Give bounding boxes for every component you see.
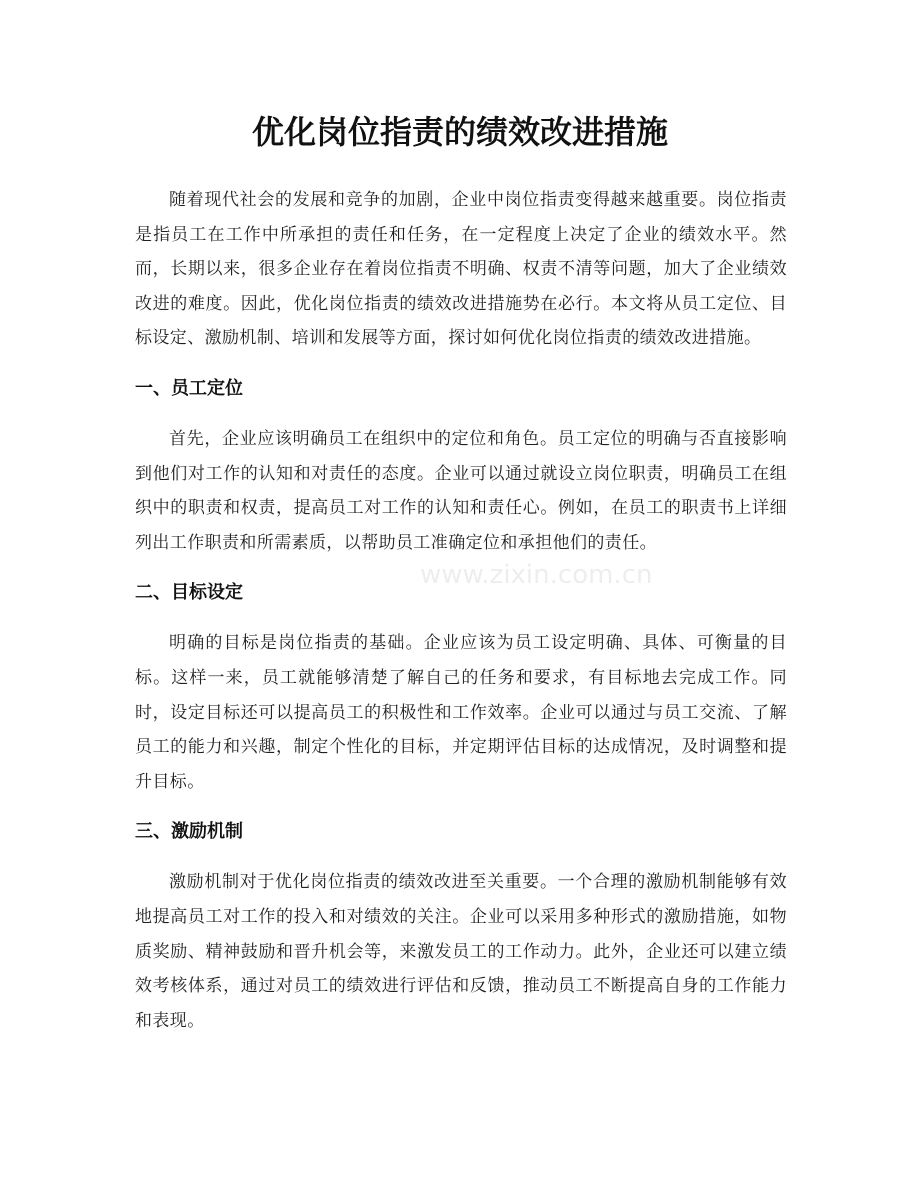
- section-heading-3: 三、激励机制: [135, 821, 243, 843]
- section-body-3: 激励机制对于优化岗位指责的绩效改进至关重要。一个合理的激励机制能够有效地提高员工对工作的投入和对绩效的关注。企业可以采用多种形式的激励措施，如物质奖励、精神鼓励和晋升机会等，来激发员工的工作动力。此外，企业还可以建立绩效考核体系，通过对员工的绩效进行评估和反馈，推动员工不断提高自身的工作能力和表现。: [135, 872, 787, 1031]
- section-heading-2: 二、目标设定: [135, 582, 243, 604]
- watermark-text: www.zixin.com.cn: [420, 560, 653, 590]
- section-body-1: 首先，企业应该明确员工在组织中的定位和角色。员工定位的明确与否直接影响到他们对工作的认知和对责任的态度。企业可以通过就设立岗位职责，明确员工在组织中的职责和权责，提高员工对工作的认知和责任心。例如，在员工的职责书上详细列出工作职责和所需素质，以帮助员工准确定位和承担他们的责任。: [135, 428, 787, 553]
- document-body: [135, 183, 787, 1038]
- page-title: 优化岗位指责的绩效改进措施: [251, 113, 668, 151]
- section-body-2: 明确的目标是岗位指责的基础。企业应该为员工设定明确、具体、可衡量的目标。这样一来，员工就能够清楚了解自己的任务和要求，有目标地去完成工作。同时，设定目标还可以提高员工的积极性和工作效率。企业可以通过与员工交流、了解员工的能力和兴趣，制定个性化的目标，并定期评估目标的达成情况，及时调整和提升目标。: [135, 633, 787, 792]
- section-heading-1: 一、员工定位: [135, 377, 243, 399]
- intro-paragraph: 随着现代社会的发展和竞争的加剧，企业中岗位指责变得越来越重要。岗位指责是指员工在工作中所承担的责任和任务，在一定程度上决定了企业的绩效水平。然而，长期以来，很多企业存在着岗位指责不明确、权责不清等问题，加大了企业绩效改进的难度。因此，优化岗位指责的绩效改进措施势在必行。本文将从员工定位、目标设定、激励机制、培训和发展等方面，探讨如何优化岗位指责的绩效改进措施。: [135, 190, 787, 349]
